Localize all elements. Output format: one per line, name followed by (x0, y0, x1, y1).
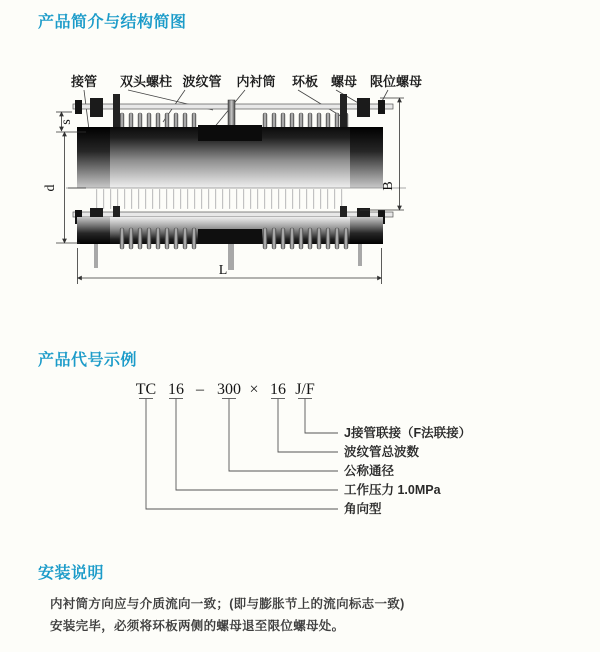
install-line-2: 安装完毕，必须将环板两侧的螺母退至限位螺母处。 (50, 619, 345, 633)
liner-collar-bottom (198, 229, 262, 244)
end-cap-left-bottom (77, 217, 110, 244)
reflection-lines (96, 189, 342, 209)
code-callout-lines (146, 399, 338, 510)
code-part-type: TC (135, 381, 157, 398)
bellows-ribs-top-left (120, 113, 196, 129)
part-label-pipe-end: 接管 (70, 74, 98, 89)
part-label-nut: 螺母 (330, 74, 358, 89)
install-line-1: 内衬筒方向应与介质流向一致；(即与膨胀节上的流向标志一致) (50, 597, 405, 611)
section-title-code: 产品代号示例 (38, 352, 138, 369)
part-label-limit-nut: 限位螺母 (369, 74, 423, 89)
code-part-times: × (249, 381, 259, 398)
dim-s (56, 112, 74, 131)
stems-bottom (94, 244, 362, 270)
end-cap-right-bottom (350, 217, 383, 244)
end-cap-right-top (350, 127, 383, 188)
bellows-ribs-top-right (263, 113, 348, 129)
code-part-pressure: 16 (168, 381, 184, 398)
code-part-diameter: 300 (217, 381, 241, 398)
dim-d-label: d (43, 184, 58, 192)
callout-connection: J接管联接（F法联接） (344, 426, 472, 440)
dim-s-label: s (59, 119, 74, 125)
structure-diagram (28, 66, 468, 306)
callout-diameter: 公称通径 (344, 464, 395, 478)
section-title-install: 安装说明 (38, 565, 105, 582)
part-label-ring-plate: 环板 (291, 74, 319, 89)
dim-B-label: B (381, 181, 396, 191)
install-instructions (50, 593, 405, 637)
liner-collar-top (198, 125, 262, 141)
end-cap-left-top (77, 127, 110, 188)
product-code-diagram (125, 376, 515, 524)
code-part-dash: – (196, 381, 204, 398)
dim-L-label: L (218, 263, 228, 278)
callout-wave-count: 波纹管总波数 (344, 445, 420, 459)
code-part-waves: 16 (270, 381, 286, 398)
part-label-liner: 内衬筒 (236, 74, 276, 89)
code-part-connection: J/F (295, 381, 315, 398)
callout-pressure: 工作压力 1.0MPa (344, 483, 441, 497)
callout-type: 角向型 (344, 502, 382, 516)
part-label-bellows: 波纹管 (182, 74, 222, 89)
section-title-intro: 产品简介与结构简图 (38, 14, 187, 31)
bellows-ribs-bottom-left (120, 228, 196, 249)
part-label-stud: 双头螺柱 (119, 74, 173, 89)
